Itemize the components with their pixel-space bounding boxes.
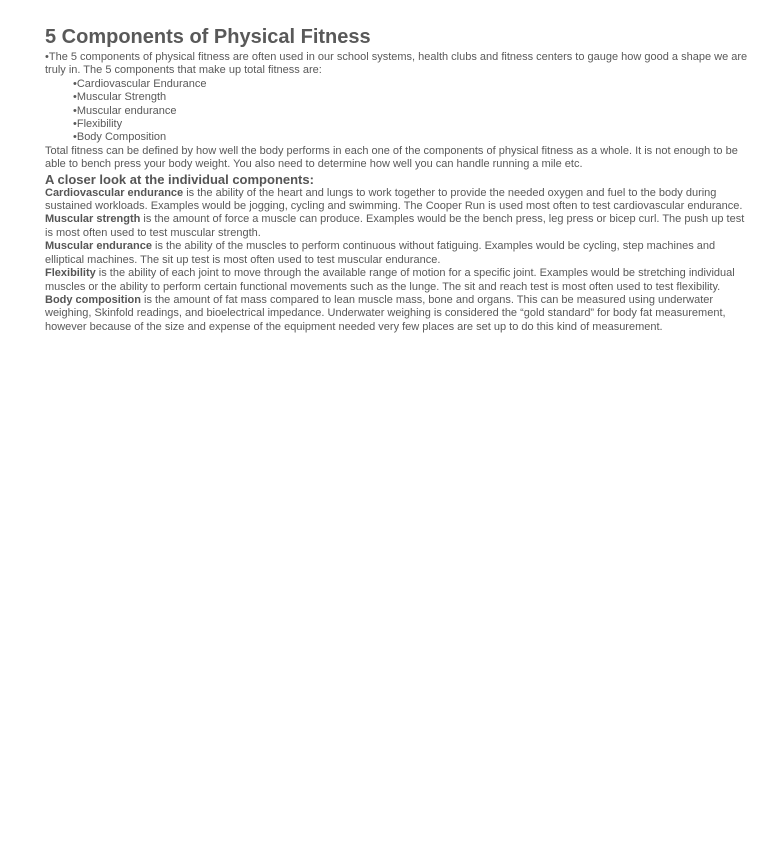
strength-paragraph [45,213,751,240]
list-item: •Muscular endurance [73,104,177,117]
term-description: is the ability of the muscles to perform continuous without fatiguing. Examples would be cycling, step machines and elliptical machines. The sit up test is most often used to test muscular endurance. [45,240,716,266]
term-label: Flexibility [45,267,96,280]
cardio-paragraph [45,187,751,214]
page-title: 5 Components of Physical Fitness [45,26,371,48]
flexibility-paragraph [45,267,751,294]
body-composition-paragraph [45,294,751,334]
endurance-paragraph [45,240,751,267]
list-item: •Cardiovascular Endurance [73,77,207,90]
intro-paragraph: •The 5 components of physical fitness are often used in our school systems, health clubs and fitness centers to gauge how good a shape we are truly in. The 5 components that make up total fitness are: [45,51,748,77]
list-item: •Flexibility [73,118,123,131]
term-label: Muscular endurance [45,240,152,253]
term-label: Body composition [45,293,141,306]
term-description: is the amount of fat mass compared to lean muscle mass, bone and organs. This can be measured using underwater weighing, Skinfold readings, and bioelectrical impedance. Underwater weighing is considered the “gold standard” for body fat measurement, however because of the size and expense of the equipment needed very few places are set up to do this kind of measurement. [45,293,726,333]
total-fitness-paragraph: Total fitness can be defined by how well the body performs in each one of the components of physical fitness as a whole. It is not enough to be able to bench press your body weight. You also need to determine how well you can handle running a mile etc. [45,144,738,171]
list-item: •Muscular Strength [73,91,167,104]
term-description: is the ability of each joint to move through the available range of motion for a specific joint. Examples would be stretching individual muscles or the ability to perform certain functional movements such as the lunge. The sit and reach test is most often used to test flexibility. [45,267,735,293]
term-label: Muscular strength [45,213,141,226]
components-list [73,78,751,145]
term-label: Cardiovascular endurance [45,186,184,199]
term-description: is the ability of the heart and lungs to work together to provide the needed oxygen and fuel to the body during sustained workloads. Examples would be jogging, cycling and swimming. The Cooper Run is used most often to test cardiovascular endurance. [45,186,743,213]
document-body [45,25,751,334]
term-description: is the amount of force a muscle can produce. Examples would be the bench press, leg press or bicep curl. The push up test is most often used to test muscular strength. [45,213,745,239]
section-heading: A closer look at the individual components: [45,171,314,187]
list-item: •Body Composition [73,131,167,144]
